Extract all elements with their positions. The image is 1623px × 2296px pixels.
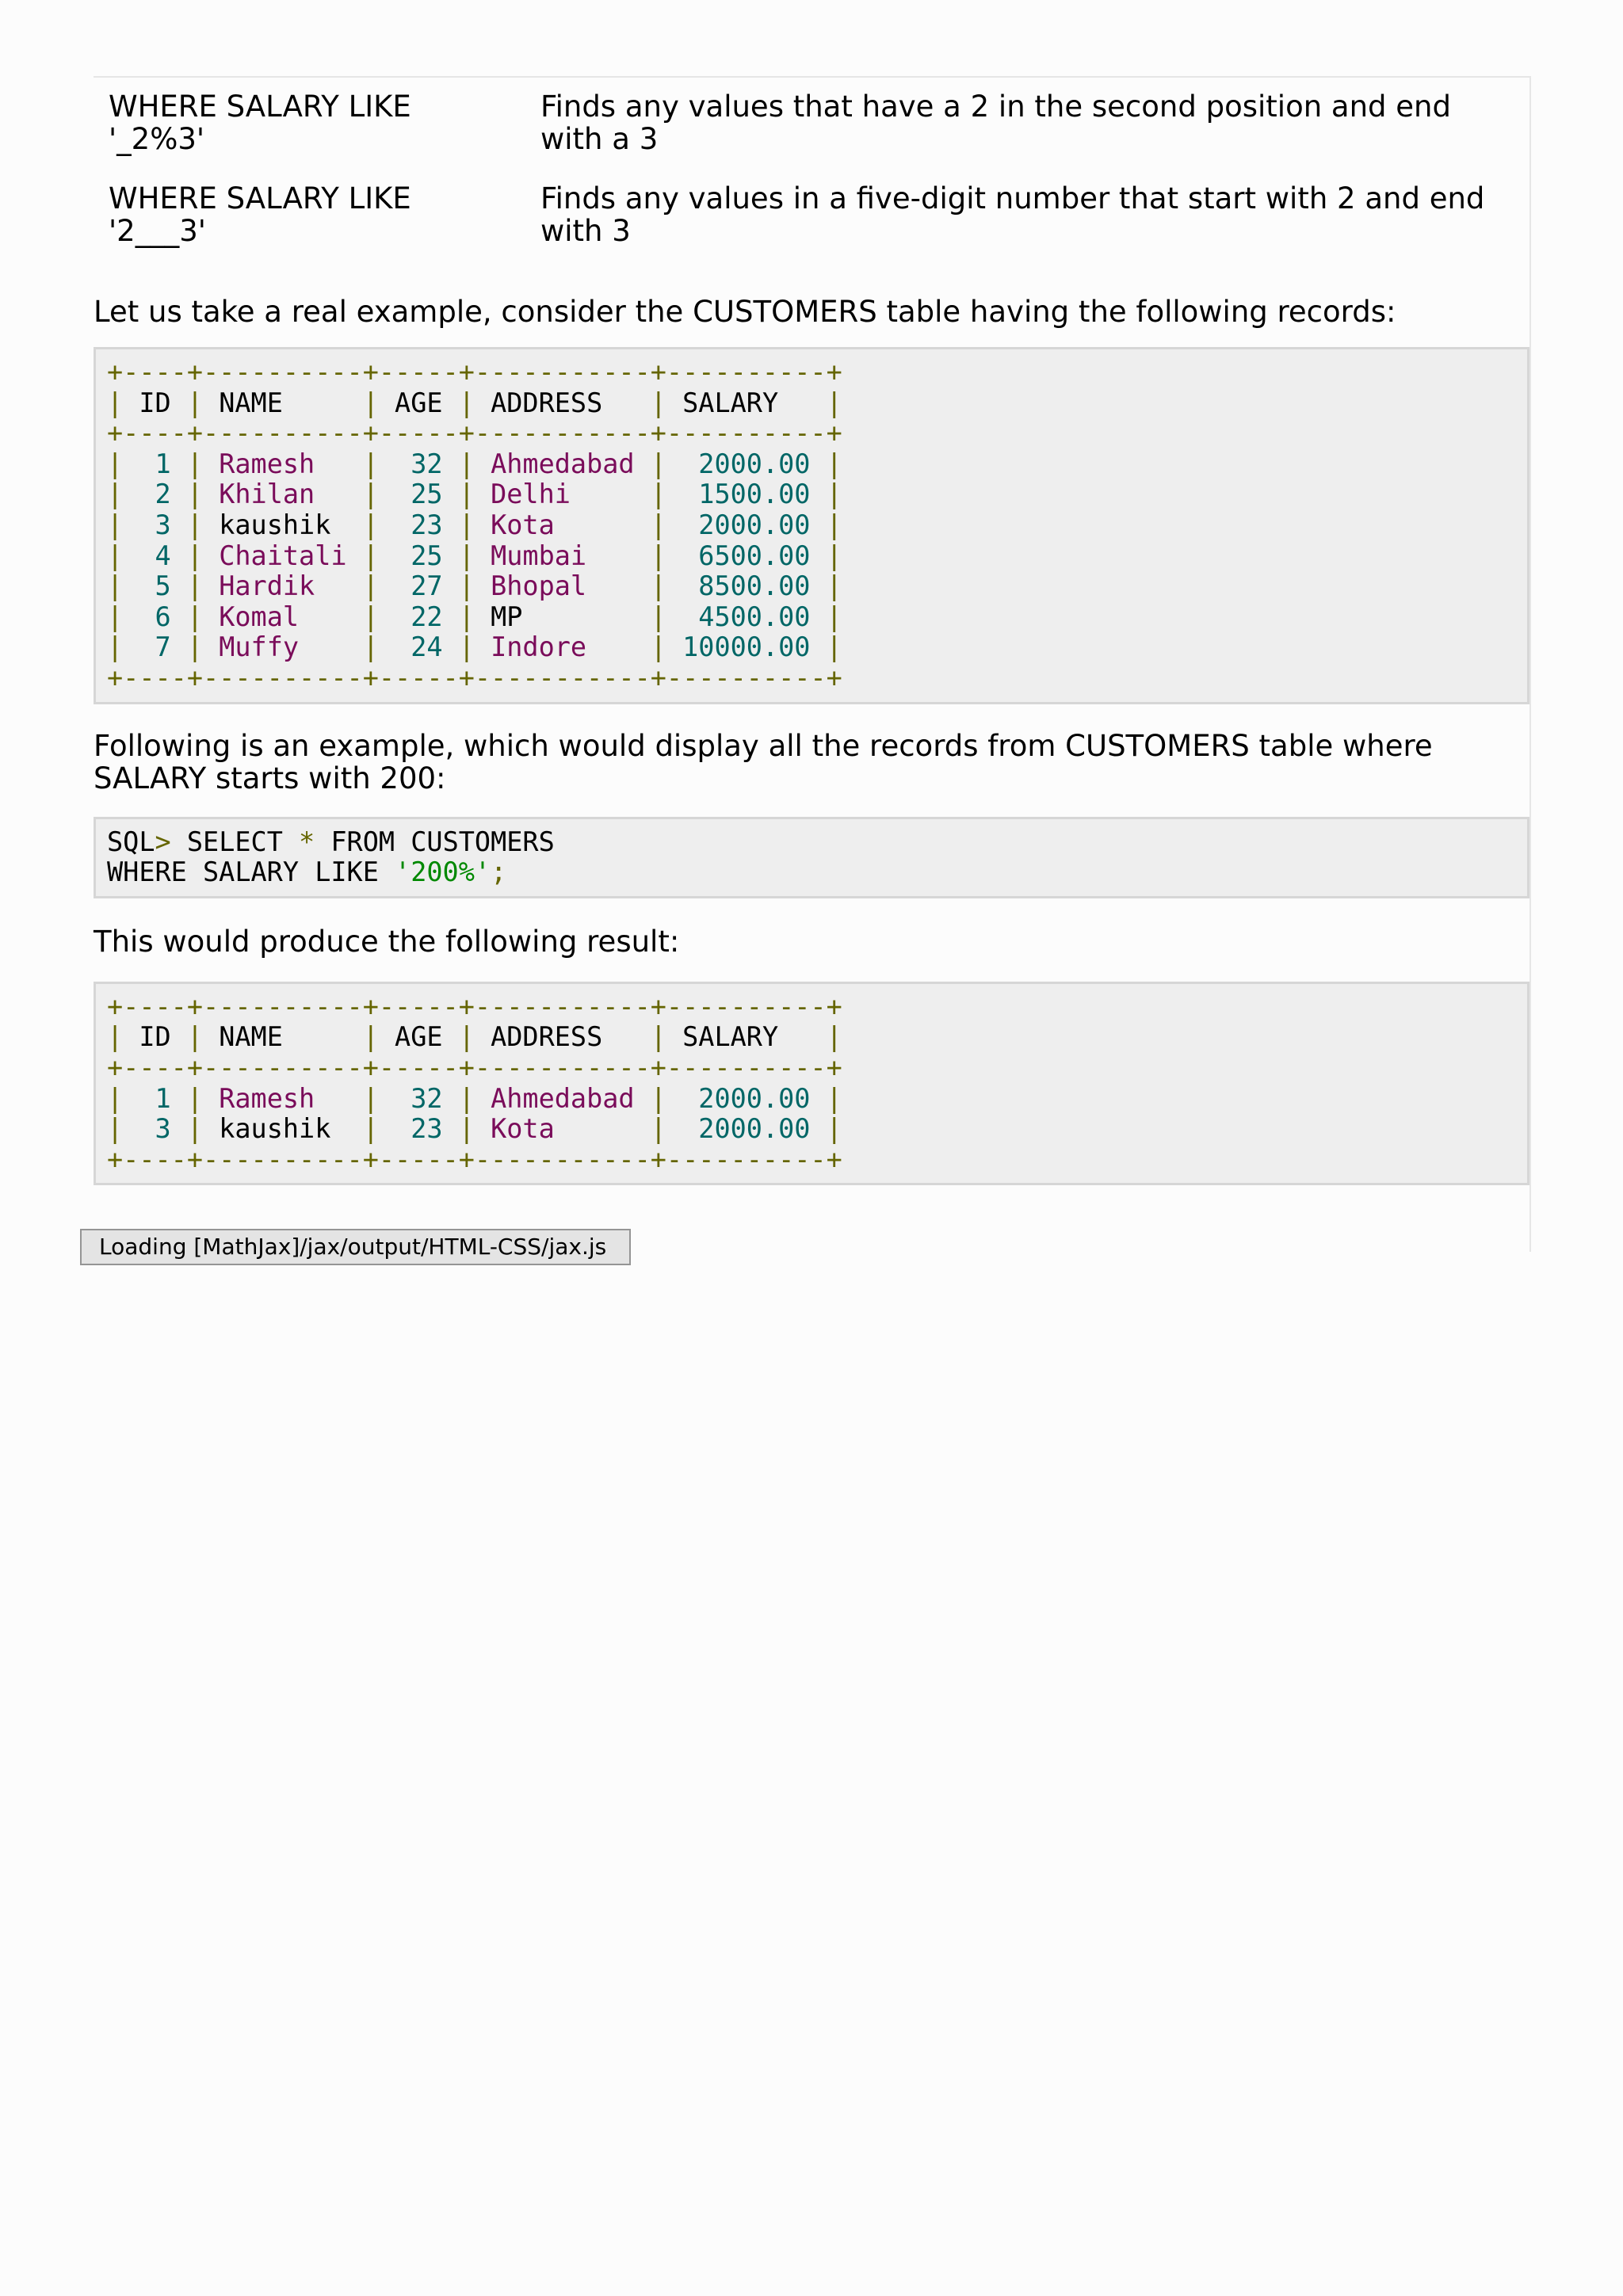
table-pipe: | <box>826 1082 842 1114</box>
table-pipe: | <box>362 1082 379 1114</box>
table-border: +----+----------+-----+-----------+----------+ <box>107 1143 842 1175</box>
table-pipe: | <box>107 540 124 571</box>
table-pipe: | <box>186 1021 204 1053</box>
column-header: SALARY <box>666 1021 827 1053</box>
table-pipe: | <box>362 387 379 418</box>
cell-name: Ramesh <box>203 1082 363 1114</box>
table-pipe: | <box>458 631 475 663</box>
table-pipe: | <box>650 631 666 663</box>
table-pipe: | <box>826 387 842 418</box>
table-pipe: | <box>107 509 124 540</box>
table-pipe: | <box>107 1113 124 1145</box>
intro-paragraph: Let us take a real example, consider the CUSTOMERS table having the following records: <box>94 295 1396 329</box>
result-ascii-table <box>107 991 842 1175</box>
cell-age: 32 <box>378 1082 459 1114</box>
pattern-cell: WHERE SALARY LIKE '2___3' <box>109 181 411 248</box>
cell-age: 23 <box>378 509 459 540</box>
article-content <box>94 76 1531 1252</box>
cell-age: 27 <box>378 570 459 602</box>
table-pipe: | <box>826 509 842 540</box>
table-pipe: | <box>650 479 666 510</box>
table-pipe: | <box>186 1113 204 1145</box>
table-pipe: | <box>362 601 379 632</box>
column-header: ADDRESS <box>474 1021 651 1053</box>
cell-address: Indore <box>474 631 651 663</box>
sql-select-keyword: SELECT <box>186 826 300 857</box>
cell-name: Muffy <box>203 631 363 663</box>
table-pipe: | <box>458 1113 475 1145</box>
table-pipe: | <box>362 540 379 571</box>
table-pipe: | <box>107 479 124 510</box>
table-pipe: | <box>650 570 666 602</box>
table-pipe: | <box>362 479 379 510</box>
table-pipe: | <box>186 601 204 632</box>
table-pipe: | <box>458 448 475 479</box>
column-header: ID <box>123 387 187 418</box>
description-cell: Finds any values that have a 2 in the second position and end with a 3 <box>540 90 1451 156</box>
column-header: NAME <box>203 387 363 418</box>
table-pipe: | <box>650 387 666 418</box>
table-pipe: | <box>458 1082 475 1114</box>
cell-address: Ahmedabad <box>474 1082 651 1114</box>
sql-star: * <box>299 826 315 857</box>
column-header: NAME <box>203 1021 363 1053</box>
cell-id: 3 <box>123 509 187 540</box>
cell-salary: 2000.00 <box>666 1082 827 1114</box>
table-pipe: | <box>458 479 475 510</box>
cell-name: kaushik <box>203 1113 363 1145</box>
result-paragraph: This would produce the following result: <box>94 924 680 959</box>
cell-name: Chaitali <box>203 540 363 571</box>
table-pipe: | <box>826 448 842 479</box>
example-paragraph: Following is an example, which would display all the records from CUSTOMERS table where SALARY starts with 200: <box>94 728 1433 795</box>
table-pipe: | <box>186 1082 204 1114</box>
cell-salary: 4500.00 <box>666 601 827 632</box>
table-pipe: | <box>458 540 475 571</box>
cell-address: Bhopal <box>474 570 651 602</box>
cell-salary: 10000.00 <box>666 631 827 663</box>
table-pipe: | <box>650 1113 666 1145</box>
table-pipe: | <box>186 540 204 571</box>
customers-ascii-table <box>107 357 842 693</box>
table-pipe: | <box>458 570 475 602</box>
table-border: +----+----------+-----+-----------+----------+ <box>107 990 842 1022</box>
sql-terminator: ; <box>491 856 507 888</box>
table-border: +----+----------+-----+-----------+----------+ <box>107 357 842 387</box>
cell-address: Kota <box>474 509 651 540</box>
table-border: +----+----------+-----+-----------+----------+ <box>107 1051 842 1083</box>
cell-id: 6 <box>123 601 187 632</box>
cell-salary: 2000.00 <box>666 509 827 540</box>
column-header: AGE <box>378 387 459 418</box>
table-pipe: | <box>826 631 842 663</box>
table-pipe: | <box>826 1021 842 1053</box>
table-pipe: | <box>826 1113 842 1145</box>
cell-id: 2 <box>123 479 187 510</box>
table-pipe: | <box>650 509 666 540</box>
cell-id: 5 <box>123 570 187 602</box>
table-pipe: | <box>186 448 204 479</box>
cell-salary: 8500.00 <box>666 570 827 602</box>
table-border: +----+----------+-----+-----------+----------+ <box>107 662 842 693</box>
cell-address: Mumbai <box>474 540 651 571</box>
table-pipe: | <box>186 631 204 663</box>
cell-name: kaushik <box>203 509 363 540</box>
table-pipe: | <box>186 387 204 418</box>
table-pipe: | <box>107 570 124 602</box>
table-pipe: | <box>107 1082 124 1114</box>
sql-where-clause: WHERE SALARY LIKE <box>107 856 395 888</box>
column-header: ADDRESS <box>474 387 651 418</box>
cell-id: 1 <box>123 1082 187 1114</box>
cell-age: 25 <box>378 479 459 510</box>
table-pipe: | <box>650 601 666 632</box>
column-header: ID <box>123 1021 187 1053</box>
table-pipe: | <box>186 479 204 510</box>
table-pipe: | <box>186 570 204 602</box>
cell-address: MP <box>474 601 651 632</box>
prompt-arrow: > <box>155 826 171 857</box>
cell-salary: 6500.00 <box>666 540 827 571</box>
column-header: AGE <box>378 1021 459 1053</box>
table-pipe: | <box>362 1113 379 1145</box>
cell-salary: 2000.00 <box>666 1113 827 1145</box>
cell-salary: 1500.00 <box>666 479 827 510</box>
cell-age: 25 <box>378 540 459 571</box>
table-pipe: | <box>458 509 475 540</box>
table-pipe: | <box>826 479 842 510</box>
table-pipe: | <box>650 540 666 571</box>
pattern-cell: WHERE SALARY LIKE '_2%3' <box>109 90 411 156</box>
table-pipe: | <box>107 631 124 663</box>
sql-prompt: SQL <box>107 826 155 857</box>
table-pipe: | <box>362 448 379 479</box>
table-pipe: | <box>458 1021 475 1053</box>
result-table-block <box>94 982 1529 1186</box>
table-pipe: | <box>362 631 379 663</box>
table-pipe: | <box>826 570 842 602</box>
cell-id: 4 <box>123 540 187 571</box>
table-row <box>94 170 1529 261</box>
table-pipe: | <box>458 601 475 632</box>
column-header: SALARY <box>666 387 827 418</box>
table-pipe: | <box>107 1021 124 1053</box>
sql-string-literal: '200%' <box>395 856 491 888</box>
cell-age: 32 <box>378 448 459 479</box>
table-pipe: | <box>650 1082 666 1114</box>
table-pipe: | <box>107 448 124 479</box>
table-pipe: | <box>362 509 379 540</box>
description-cell: Finds any values in a five-digit number that start with 2 and end with 3 <box>540 181 1485 248</box>
cell-salary: 2000.00 <box>666 448 827 479</box>
cell-age: 24 <box>378 631 459 663</box>
table-pipe: | <box>107 601 124 632</box>
sql-query-block <box>94 817 1529 898</box>
table-pipe: | <box>826 601 842 632</box>
cell-id: 7 <box>123 631 187 663</box>
cell-age: 22 <box>378 601 459 632</box>
table-pipe: | <box>650 448 666 479</box>
table-pipe: | <box>826 540 842 571</box>
table-row <box>94 77 1529 170</box>
customers-table-block <box>94 347 1529 704</box>
cell-name: Hardik <box>203 570 363 602</box>
table-border: +----+----------+-----+-----------+----------+ <box>107 418 842 449</box>
cell-age: 23 <box>378 1113 459 1145</box>
cell-address: Delhi <box>474 479 651 510</box>
cell-address: Kota <box>474 1113 651 1145</box>
table-pipe: | <box>458 387 475 418</box>
cell-name: Khilan <box>203 479 363 510</box>
table-pipe: | <box>650 1021 666 1053</box>
cell-id: 1 <box>123 448 187 479</box>
table-pipe: | <box>107 387 124 418</box>
cell-name: Ramesh <box>203 448 363 479</box>
mathjax-loading-status: Loading [MathJax]/jax/output/HTML-CSS/jax.js <box>80 1229 631 1265</box>
table-pipe: | <box>362 1021 379 1053</box>
table-pipe: | <box>362 570 379 602</box>
sql-from-clause: FROM CUSTOMERS <box>315 826 555 857</box>
cell-id: 3 <box>123 1113 187 1145</box>
like-patterns-table <box>94 76 1529 261</box>
cell-address: Ahmedabad <box>474 448 651 479</box>
cell-name: Komal <box>203 601 363 632</box>
table-pipe: | <box>186 509 204 540</box>
